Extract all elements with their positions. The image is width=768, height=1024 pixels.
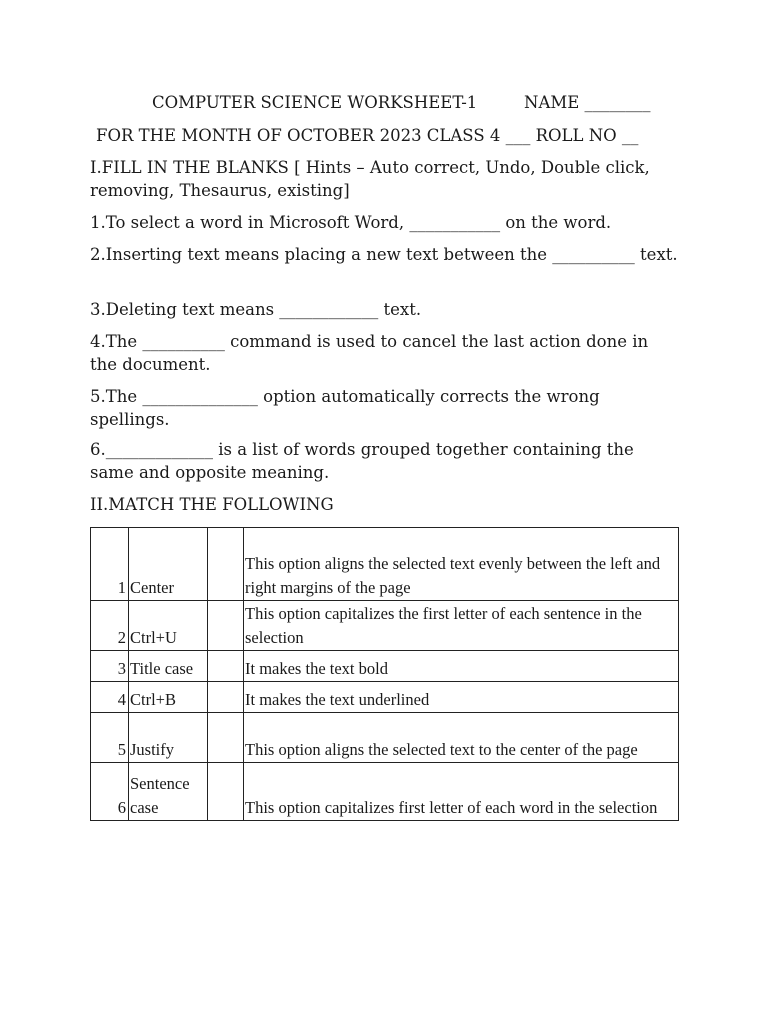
row-term: Title case — [129, 651, 208, 682]
row-term: Center — [129, 528, 208, 601]
answer-blank — [208, 763, 244, 821]
row-number: 1 — [91, 528, 129, 601]
match-table — [90, 527, 679, 821]
answer-blank — [208, 682, 244, 713]
row-number: 5 — [91, 713, 129, 763]
question-4: 4.The __________ command is used to cancel the last action done in the document. — [90, 332, 649, 374]
section2-heading: II.MATCH THE FOLLOWING — [90, 495, 334, 514]
row-description: This option aligns the selected text to the center of the page — [244, 713, 679, 763]
question-5: 5.The ______________ option automatically corrects the wrong spellings. — [90, 387, 600, 429]
row-number: 6 — [91, 763, 129, 821]
table-row — [91, 713, 679, 763]
row-description: This option capitalizes first letter of each word in the selection — [244, 763, 679, 821]
answer-blank — [208, 528, 244, 601]
row-description: This option capitalizes the first letter of each sentence in the selection — [244, 601, 679, 651]
question-1: 1.To select a word in Microsoft Word, ___________ on the word. — [90, 213, 612, 232]
row-description: It makes the text underlined — [244, 682, 679, 713]
answer-blank — [208, 601, 244, 651]
row-description: This option aligns the selected text evenly between the left and right margins of the page — [244, 528, 679, 601]
row-number: 4 — [91, 682, 129, 713]
row-term: Ctrl+B — [129, 682, 208, 713]
row-number: 2 — [91, 601, 129, 651]
table-row — [91, 651, 679, 682]
table-row — [91, 763, 679, 821]
row-description: It makes the text bold — [244, 651, 679, 682]
row-term: Justify — [129, 713, 208, 763]
worksheet-subtitle: FOR THE MONTH OF OCTOBER 2023 CLASS 4 ___ ROLL NO __ — [96, 126, 639, 145]
question-6: 6._____________ is a list of words grouped together containing the same and opposite meaning. — [90, 440, 634, 482]
section1-heading: I.FILL IN THE BLANKS [ Hints – Auto correct, Undo, Double click, removing, Thesaurus, existing] — [90, 158, 650, 200]
worksheet-title: COMPUTER SCIENCE WORKSHEET-1 — [152, 93, 478, 112]
table-row — [91, 528, 679, 601]
row-term: Sentence case — [129, 763, 208, 821]
question-3: 3.Deleting text means ____________ text. — [90, 300, 422, 319]
table-row — [91, 601, 679, 651]
row-term: Ctrl+U — [129, 601, 208, 651]
name-field: NAME ________ — [524, 93, 651, 112]
question-2: 2.Inserting text means placing a new text between the __________ text. — [90, 245, 678, 264]
table-row — [91, 682, 679, 713]
answer-blank — [208, 651, 244, 682]
row-number: 3 — [91, 651, 129, 682]
answer-blank — [208, 713, 244, 763]
